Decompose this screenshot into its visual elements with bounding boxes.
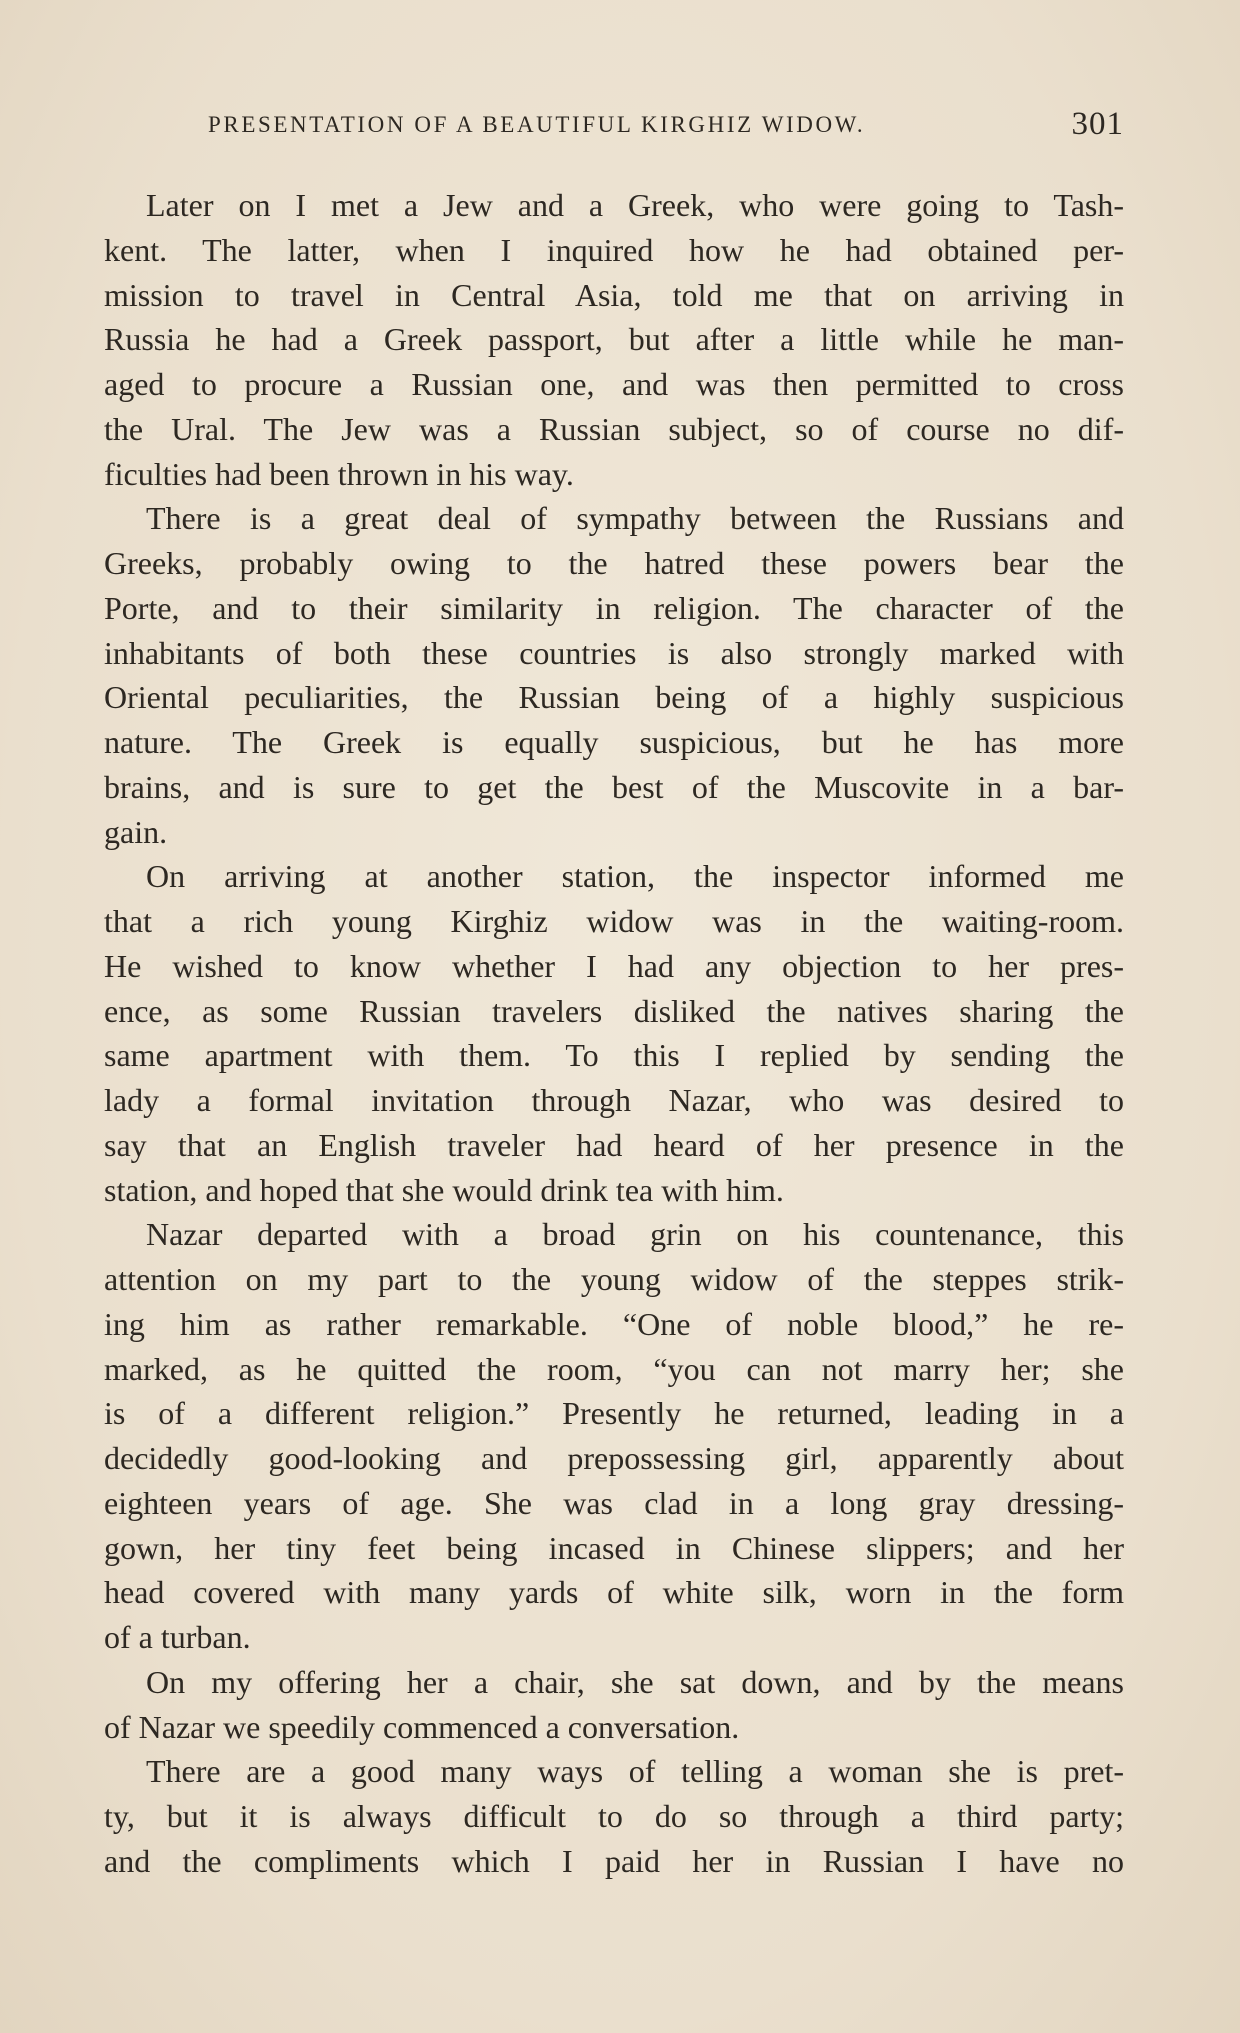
text-line: ty, but it is always difficult to do so through a third party; xyxy=(104,1798,1124,1834)
text-line: the Ural. The Jew was a Russian subject, so of course no dif- xyxy=(104,410,1124,447)
text-line: Nazar departed with a broad grin on his countenance, this xyxy=(146,1216,1124,1253)
text-line: head covered with many yards of white silk, worn in the form xyxy=(104,1574,1124,1611)
text-line: Oriental peculiarities, the Russian being of a highly suspicious xyxy=(104,679,1124,716)
text-line: On my offering her a chair, she sat down, and by the means xyxy=(146,1663,1124,1700)
text-line: Later on I met a Jew and a Greek, who were going to Tash- xyxy=(146,187,1124,223)
text-line: Russia he had a Greek passport, but after a little while he man- xyxy=(104,321,1124,358)
text-line: lady a formal invitation through Nazar, who was desired to xyxy=(104,1082,1124,1118)
text-line: There is a great deal of sympathy between the Russians and xyxy=(146,500,1124,537)
text-line: aged to procure a Russian one, and was then permitted to cross xyxy=(104,366,1124,402)
text-line: gain. xyxy=(104,813,168,850)
text-line: ence, as some Russian travelers disliked the natives sharing the xyxy=(104,992,1124,1029)
text-line: On arriving at another station, the inspector informed me xyxy=(146,858,1124,895)
text-line: eighteen years of age. She was clad in a long gray dressing- xyxy=(104,1484,1124,1521)
text-line: gown, her tiny feet being incased in Chinese slippers; and her xyxy=(104,1529,1124,1566)
text-line: kent. The latter, when I inquired how he had obtained per- xyxy=(104,231,1124,268)
text-line: mission to travel in Central Asia, told me that on arriving in xyxy=(104,276,1124,313)
text-line: ing him as rather remarkable. “One of noble blood,” he re- xyxy=(104,1305,1124,1342)
text-line: say that an English traveler had heard of her presence in the xyxy=(104,1126,1124,1163)
text-line: marked, as he quitted the room, “you can not marry her; she xyxy=(104,1350,1124,1387)
text-line: inhabitants of both these countries is also strongly marked with xyxy=(104,634,1124,671)
text-line: There are a good many ways of telling a woman she is pret- xyxy=(146,1753,1124,1790)
text-line: Porte, and to their similarity in religion. The character of the xyxy=(104,589,1124,626)
text-line: station, and hoped that she would drink tea with him. xyxy=(104,1171,784,1208)
running-head xyxy=(104,108,1124,152)
text-line: Greeks, probably owing to the hatred these powers bear the xyxy=(104,545,1124,581)
text-line: attention on my part to the young widow of the steppes strik- xyxy=(104,1261,1124,1297)
page-number: 301 xyxy=(1071,106,1124,142)
text-line: nature. The Greek is equally suspicious, but he has more xyxy=(104,724,1124,760)
text-line: and the compliments which I paid her in Russian I have no xyxy=(104,1842,1124,1879)
text-line: that a rich young Kirghiz widow was in the waiting-room. xyxy=(104,903,1124,939)
text-line: of Nazar we speedily commenced a conversation. xyxy=(104,1708,740,1745)
text-line: ficulties had been thrown in his way. xyxy=(104,455,574,492)
text-line: of a turban. xyxy=(104,1619,251,1655)
text-line: brains, and is sure to get the best of the Muscovite in a bar- xyxy=(104,768,1124,805)
text-line: same apartment with them. To this I replied by sending the xyxy=(104,1037,1124,1074)
text-line: is of a different religion.” Presently he returned, leading in a xyxy=(104,1395,1124,1432)
running-head-title: PRESENTATION OF A BEAUTIFUL KIRGHIZ WIDOW. xyxy=(208,112,866,137)
text-line: decidedly good-looking and prepossessing girl, apparently about xyxy=(104,1440,1124,1476)
body-text xyxy=(104,183,1124,1884)
text-line: He wished to know whether I had any objection to her pres- xyxy=(104,947,1124,984)
